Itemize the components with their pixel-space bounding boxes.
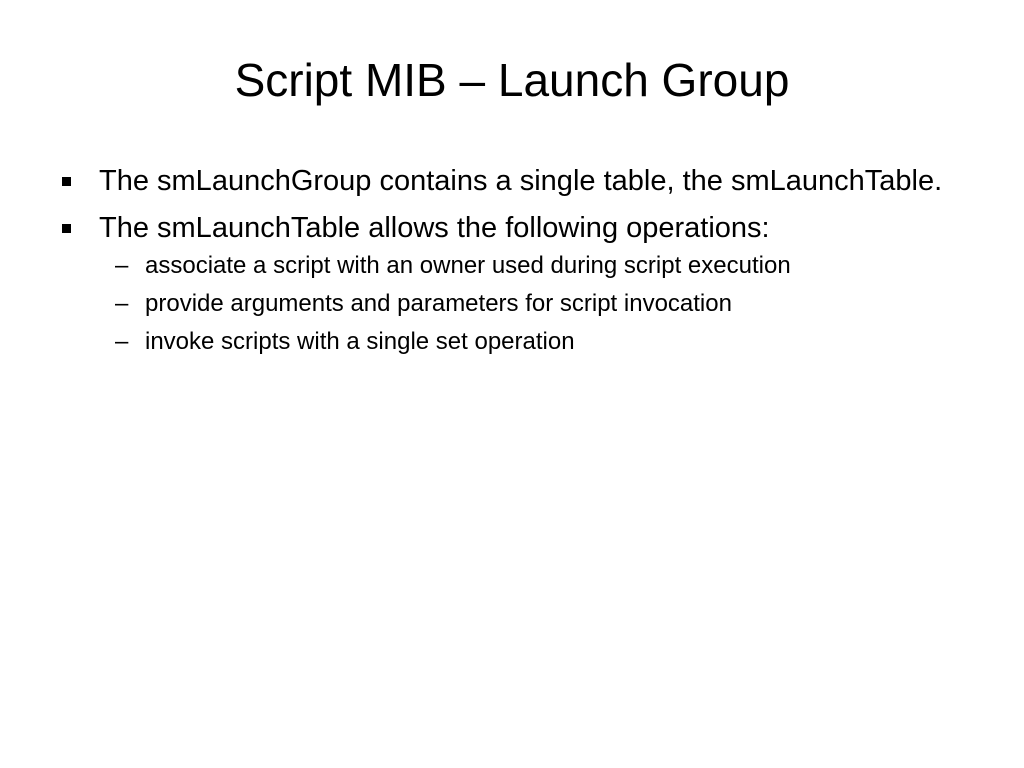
slide-title: Script MIB – Launch Group bbox=[234, 54, 790, 106]
sub-bullet-text: associate a script with an owner used during script execution bbox=[145, 252, 791, 279]
square-bullet-icon bbox=[62, 224, 71, 233]
bullet-item bbox=[62, 164, 962, 198]
sub-bullet-text: provide arguments and parameters for script invocation bbox=[145, 290, 732, 317]
dash-bullet-icon: – bbox=[115, 328, 129, 355]
bullet-text: The smLaunchGroup contains a single table, the smLaunchTable. bbox=[99, 165, 943, 197]
sub-bullet-item bbox=[62, 252, 962, 280]
slide-content bbox=[62, 164, 962, 366]
sub-bullet-list bbox=[62, 252, 962, 356]
bullet-item bbox=[62, 211, 962, 245]
sub-bullet-item bbox=[62, 290, 962, 318]
bullet-text: The smLaunchTable allows the following operations: bbox=[99, 212, 770, 244]
sub-bullet-item bbox=[62, 328, 962, 356]
dash-bullet-icon: – bbox=[115, 252, 129, 279]
square-bullet-icon bbox=[62, 177, 71, 186]
sub-bullet-text: invoke scripts with a single set operation bbox=[145, 328, 575, 355]
dash-bullet-icon: – bbox=[115, 290, 129, 317]
